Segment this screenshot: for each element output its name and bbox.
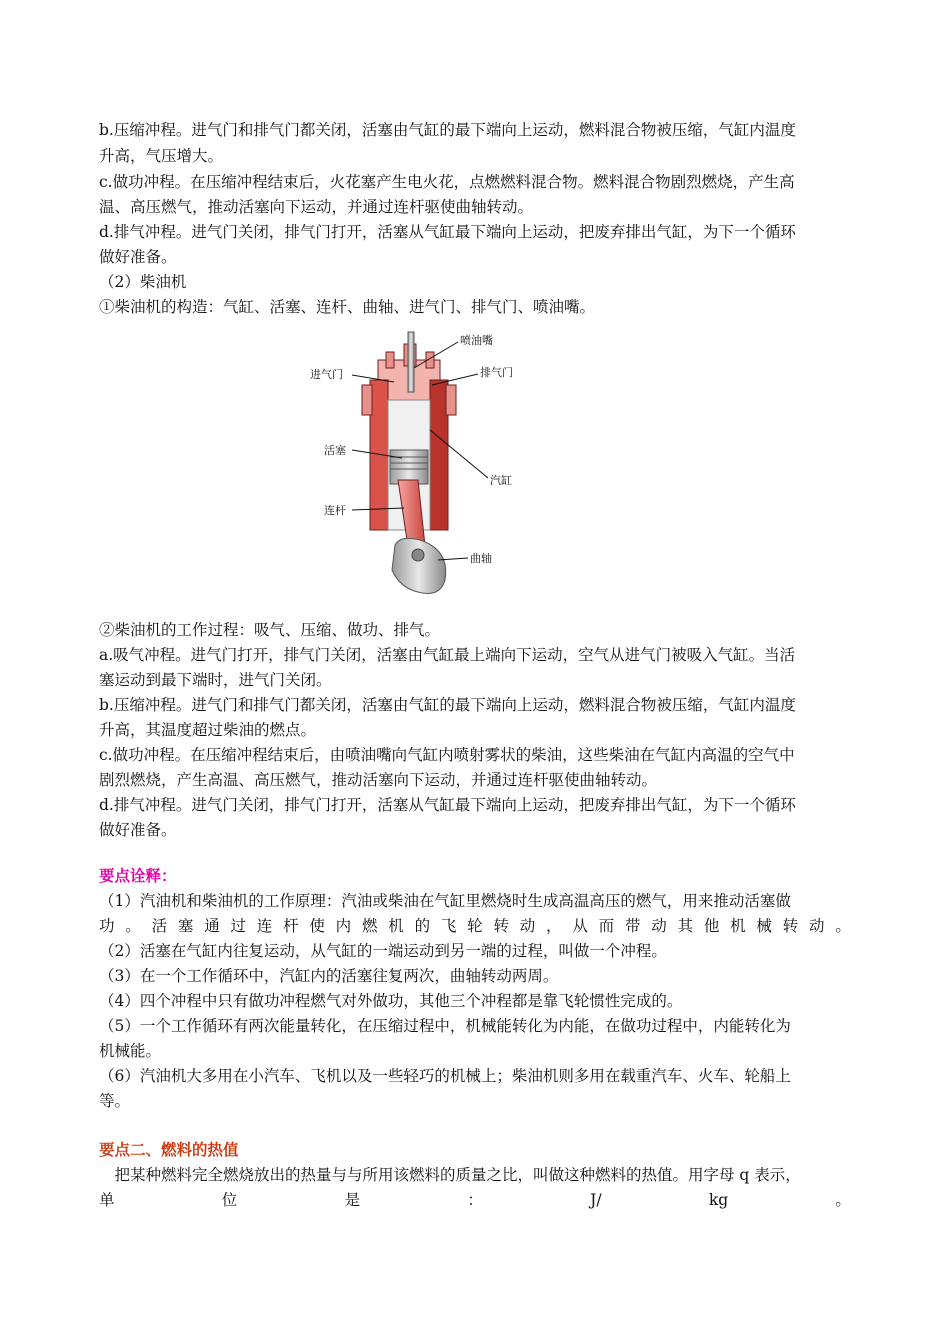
label-crankshaft: 曲轴 [470, 552, 492, 565]
note-1-line-2-segment: 转 [493, 917, 509, 935]
gasoline-power-line-1: c.做功冲程。在压缩冲程结束后，火花塞产生电火花，点燃燃料混合物。燃料混合物剧烈燃烧，产生高 [99, 173, 795, 191]
gasoline-exhaust-line-2: 做好准备。 [99, 248, 177, 266]
note-1-line-2-segment: 通 [204, 917, 220, 935]
note-1-line-2 [99, 916, 851, 936]
label-nozzle: 喷油嘴 [460, 334, 493, 347]
note-1-line-2-segment: 。 [835, 917, 851, 935]
label-cylinder: 汽缸 [490, 474, 512, 487]
note-6-line-1: （6）汽油机大多用在小汽车、飞机以及一些轻巧的机械上；柴油机则多用在载重汽车、火车、轮船上 [99, 1067, 791, 1085]
diesel-process: ②柴油机的工作过程：吸气、压缩、做功、排气。 [99, 621, 441, 639]
note-1-line-2-segment: 转 [782, 917, 799, 935]
note-1-line-2-segment: 功 [99, 917, 115, 935]
note-1-line-2-segment: 连 [256, 917, 273, 935]
diesel-compression-line-1: b.压缩冲程。进气门和排气门都关闭，活塞由气缸的最下端向上运动，燃料混合物被压缩，气缸内温度 [99, 696, 796, 714]
note-1-line-2-segment: 动 [519, 917, 536, 935]
gasoline-compression-line-2: 升高，气压增大。 [99, 147, 224, 165]
note-5-line-2: 机械能。 [99, 1042, 162, 1060]
note-1-line-2-segment: 机 [730, 917, 746, 935]
note-1-line-2-segment: 杆 [283, 917, 299, 935]
heat-value-line-2-segment: 。 [835, 1191, 851, 1209]
crankshaft [392, 538, 446, 593]
gasoline-power-line-2: 温、高压燃气，推动活塞向下运动，并通过连杆驱使曲轴转动。 [99, 198, 534, 216]
diesel-intake-line-1: a.吸气冲程。进气门打开，排气门关闭，活塞由气缸最上端向下运动，空气从进气门被吸入气缸。当活 [99, 646, 796, 664]
note-1-line-2-segment: 其 [677, 917, 694, 935]
piston [390, 450, 428, 484]
heat-value-line-2-segment: 是 [344, 1191, 361, 1209]
note-1-line-2-segment: 内 [335, 917, 352, 935]
note-1-line-2-segment: 的 [414, 917, 431, 935]
note-1-line-2-segment: 燃 [361, 917, 378, 935]
heat-value-line-2-segment: 单 [99, 1191, 115, 1209]
heat-value-line-2-segment: 位 [221, 1191, 238, 1209]
heat-value-line-2 [99, 1190, 851, 1210]
note-5-line-1: （5）一个工作循环有两次能量转化，在压缩过程中，机械能转化为内能，在做功过程中，内能转化为 [99, 1017, 791, 1035]
label-piston: 活塞 [324, 444, 346, 457]
note-2: （2）活塞在气缸内往复运动，从气缸的一端运动到另一端的过程，叫做一个冲程。 [99, 942, 667, 960]
diesel-exhaust-line-1: d.排气冲程。进气门关闭，排气门打开，活塞从气缸最下端向上运动，把废弃排出气缸，为下一个循环 [99, 796, 796, 814]
diesel-structure: ①柴油机的构造：气缸、活塞、连杆、曲轴、进气门、排气门、喷油嘴。 [99, 298, 596, 316]
note-1-line-2-segment: 活 [151, 917, 168, 935]
note-1-line-2-segment: 使 [309, 917, 325, 935]
note-1-line-2-segment: 轮 [467, 917, 483, 935]
diesel-power-line-1: c.做功冲程。在压缩冲程结束后，由喷油嘴向气缸内喷射雾状的柴油，这些柴油在气缸内高温的空气中 [99, 746, 795, 764]
note-6-line-2: 等。 [99, 1092, 131, 1110]
heat-value-line-2-segment: ： [467, 1191, 483, 1209]
diesel-power-line-2: 剧烈燃烧，产生高温、高压燃气，推动活塞向下运动，并通过连杆驱使曲轴转动。 [99, 771, 658, 789]
note-3: （3）在一个工作循环中，汽缸内的活塞往复两次，曲轴转动两周。 [99, 967, 559, 985]
heat-value-line-1: 把某种燃料完全燃烧放出的热量与与所用该燃料的质量之比，叫做这种燃料的热值。用字母 q 表示， [99, 1166, 801, 1184]
note-1-line-2-segment: 动 [809, 917, 825, 935]
diesel-engine-figure [300, 330, 540, 610]
heat-value-line-2-segment: kg [708, 1191, 729, 1209]
section2-heading: 要点二、燃料的热值 [99, 1140, 239, 1159]
gasoline-compression-line-1: b.压缩冲程。进气门和排气门都关闭，活塞由气缸的最下端向上运动，燃料混合物被压缩，气缸内温度 [99, 121, 796, 139]
gasoline-exhaust-line-1: d.排气冲程。进气门关闭，排气门打开，活塞从气缸最下端向上运动，把废弃排出气缸，为下一个循环 [99, 223, 796, 241]
note-1-line-2-segment: ， [546, 917, 562, 935]
diesel-exhaust-line-2: 做好准备。 [99, 821, 177, 839]
note-1-line-2-segment: 他 [703, 917, 720, 935]
diesel-compression-line-2: 升高，其温度超过柴油的燃点。 [99, 721, 317, 739]
label-intake-valve: 进气门 [310, 368, 343, 381]
note-1-line-2-segment: 过 [230, 917, 246, 935]
note-1-line-2-segment: 从 [572, 917, 588, 935]
diesel-intake-line-2: 塞运动到最下端时，进气门关闭。 [99, 671, 332, 689]
note-1-line-2-segment: 械 [756, 917, 772, 935]
note-1-line-2-segment: 机 [388, 917, 404, 935]
note-1-line-1: （1）汽油机和柴油机的工作原理：汽油或柴油在气缸里燃烧时生成高温高压的燃气，用来推动活塞做 [99, 892, 791, 910]
diesel-title: （2）柴油机 [99, 273, 187, 291]
note-1-line-2-segment: 动 [651, 917, 667, 935]
note-1-line-2-segment: 。 [125, 917, 141, 935]
label-exhaust-valve: 排气门 [480, 366, 513, 379]
heat-value-line-2-segment: J/ [590, 1191, 602, 1209]
note-1-line-2-segment: 而 [598, 917, 615, 935]
note-1-line-2-segment: 塞 [177, 917, 194, 935]
notes-heading: 要点诠释： [99, 866, 177, 885]
note-1-line-2-segment: 带 [624, 917, 641, 935]
note-4: （4）四个冲程中只有做功冲程燃气对外做功，其他三个冲程都是靠飞轮惯性完成的。 [99, 992, 683, 1010]
label-connecting-rod: 连杆 [324, 504, 346, 517]
note-1-line-2-segment: 飞 [440, 917, 457, 935]
